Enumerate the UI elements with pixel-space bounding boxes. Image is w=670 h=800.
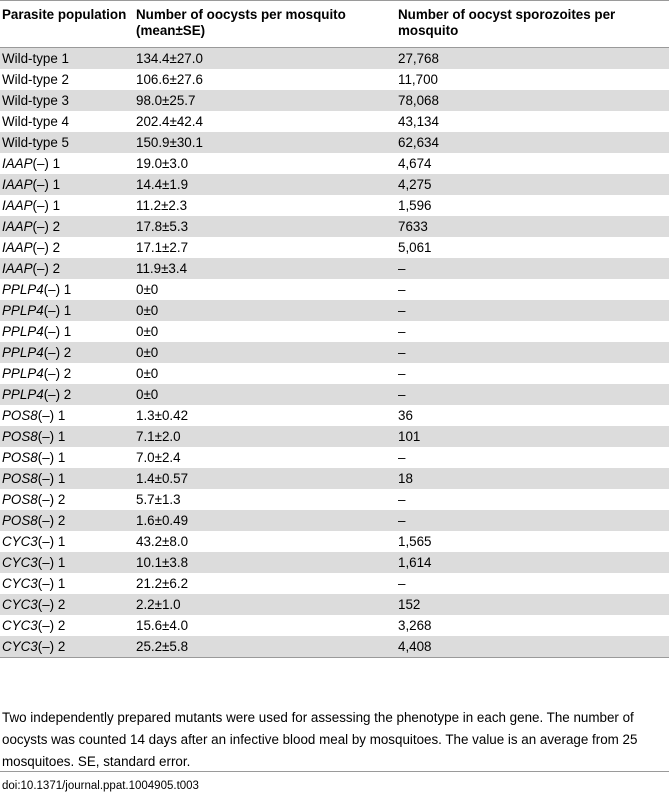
table-row [0, 258, 669, 279]
cell-sporozoites: – [398, 450, 406, 465]
cell-oocysts: 7.0±2.4 [136, 450, 181, 465]
cell-parasite-population [0, 552, 134, 573]
cell-oocysts: 0±0 [134, 384, 396, 405]
table-row [0, 552, 669, 573]
table-footnote: Two independently prepared mutants were used for assessing the phenotype in each gene. The number of oocysts was counted 14 days after an infective blood meal by mosquitoes. The value is an average from 25 mosquitoes. SE, standard error. [2, 710, 638, 769]
cell-sporozoites: 1,596 [398, 198, 432, 213]
cell-parasite-population [0, 153, 134, 174]
cell-sporozoites: 5,061 [398, 240, 432, 255]
population-label: (–) 2 [37, 618, 66, 633]
table-row [0, 615, 669, 636]
population-label: (–) 2 [32, 219, 61, 234]
population-label: (–) 1 [37, 471, 66, 486]
gene-name: IAAP [2, 219, 33, 234]
gene-name: PPLP4 [2, 387, 44, 402]
gene-name: PPLP4 [2, 366, 44, 381]
table-row [0, 447, 669, 468]
cell-parasite-population [0, 531, 134, 552]
population-label: (–) 1 [37, 555, 66, 570]
cell-parasite-population [0, 468, 134, 489]
cell-sporozoites: – [398, 366, 406, 381]
gene-name: CYC3 [2, 618, 38, 633]
population-label: (–) 1 [37, 576, 66, 591]
gene-name: POS8 [2, 471, 38, 486]
cell-parasite-population [0, 258, 134, 279]
gene-name: IAAP [2, 177, 33, 192]
table-body [0, 48, 669, 658]
cell-oocysts: 5.7±1.3 [136, 492, 181, 507]
table-row [0, 90, 669, 111]
cell-oocysts: 1.6±0.49 [134, 510, 396, 531]
cell-sporozoites: 1,614 [396, 552, 669, 573]
cell-oocysts: 134.4±27.0 [134, 48, 396, 70]
cell-oocysts: 1.4±0.57 [134, 468, 396, 489]
cell-sporozoites: – [398, 492, 406, 507]
table-row [0, 405, 669, 426]
table-row [0, 510, 669, 531]
table-header-row [0, 1, 669, 48]
cell-parasite-population [0, 48, 134, 70]
header-oocysts-per-mosquito: Number of oocysts per mosquito (mean±SE) [134, 1, 396, 48]
cell-oocysts: 10.1±3.8 [134, 552, 396, 573]
gene-name: POS8 [2, 492, 38, 507]
cell-sporozoites: 36 [398, 408, 413, 423]
cell-sporozoites: 43,134 [398, 114, 439, 129]
cell-oocysts: 21.2±6.2 [136, 576, 189, 591]
population-label: (–) 1 [37, 534, 66, 549]
cell-parasite-population [0, 594, 134, 615]
table-row [0, 426, 669, 447]
cell-parasite-population [0, 615, 134, 636]
population-label: (–) 2 [37, 597, 66, 612]
gene-name: PPLP4 [2, 282, 44, 297]
table-row [0, 384, 669, 405]
table-row [0, 279, 669, 300]
population-label: (–) 1 [43, 282, 72, 297]
gene-name: POS8 [2, 408, 38, 423]
cell-oocysts: 202.4±42.4 [136, 114, 203, 129]
table-row [0, 342, 669, 363]
table-row [0, 363, 669, 384]
cell-oocysts: 0±0 [136, 324, 159, 339]
doi-reference: doi:10.1371/journal.ppat.1004905.t003 [2, 780, 199, 792]
population-label: (–) 2 [43, 366, 72, 381]
cell-oocysts: 11.2±2.3 [136, 198, 188, 213]
gene-name: CYC3 [2, 576, 38, 591]
population-label: (–) 1 [37, 408, 66, 423]
cell-parasite-population [0, 510, 134, 531]
table-row [0, 321, 669, 342]
cell-parasite-population [0, 426, 134, 447]
cell-sporozoites: – [396, 258, 669, 279]
cell-sporozoites: 27,768 [396, 48, 669, 70]
cell-parasite-population [0, 300, 134, 321]
cell-oocysts: 15.6±4.0 [136, 618, 189, 633]
cell-parasite-population [0, 489, 134, 510]
cell-oocysts: 0±0 [136, 282, 159, 297]
population-label: (–) 1 [37, 450, 66, 465]
cell-parasite-population [0, 69, 134, 90]
gene-name: POS8 [2, 429, 38, 444]
cell-oocysts: 11.9±3.4 [134, 258, 396, 279]
cell-sporozoites: 4,275 [396, 174, 669, 195]
population-label: (–) 2 [37, 513, 66, 528]
population-label: (–) 1 [37, 429, 66, 444]
table-row [0, 48, 669, 70]
cell-parasite-population [0, 216, 134, 237]
cell-sporozoites: 7633 [396, 216, 669, 237]
cell-oocysts: 98.0±25.7 [134, 90, 396, 111]
doi-divider [0, 771, 669, 772]
gene-name: PPLP4 [2, 345, 44, 360]
cell-sporozoites: 3,268 [398, 618, 432, 633]
cell-parasite-population [0, 384, 134, 405]
cell-oocysts: 17.8±5.3 [134, 216, 396, 237]
cell-sporozoites: – [396, 384, 669, 405]
cell-parasite-population [0, 573, 134, 594]
gene-name: IAAP [2, 198, 33, 213]
table-row [0, 573, 669, 594]
table-row [0, 69, 669, 90]
table-row [0, 216, 669, 237]
table-row [0, 594, 669, 615]
gene-name: PPLP4 [2, 303, 44, 318]
population-label: (–) 2 [43, 345, 72, 360]
cell-sporozoites: – [396, 510, 669, 531]
cell-oocysts: 150.9±30.1 [134, 132, 396, 153]
cell-oocysts: 2.2±1.0 [134, 594, 396, 615]
cell-oocysts: 0±0 [134, 300, 396, 321]
population-label: (–) 1 [32, 156, 61, 171]
cell-sporozoites: 18 [396, 468, 669, 489]
table-row [0, 468, 669, 489]
population-label: (–) 2 [37, 639, 66, 654]
header-parasite-population: Parasite population [0, 1, 134, 48]
cell-oocysts: 106.6±27.6 [136, 72, 203, 87]
cell-sporozoites: 62,634 [396, 132, 669, 153]
cell-sporozoites: – [398, 576, 406, 591]
gene-name: POS8 [2, 450, 38, 465]
population-label: Wild-type 2 [2, 72, 69, 87]
population-label: Wild-type 4 [2, 114, 69, 129]
population-label: (–) 2 [43, 387, 72, 402]
table-row [0, 531, 669, 552]
cell-oocysts: 25.2±5.8 [134, 636, 396, 658]
cell-oocysts: 17.1±2.7 [136, 240, 189, 255]
table-row [0, 153, 669, 174]
population-label: (–) 1 [43, 324, 72, 339]
cell-parasite-population [0, 132, 134, 153]
cell-oocysts: 0±0 [136, 366, 159, 381]
gene-name: PPLP4 [2, 324, 44, 339]
cell-parasite-population [0, 447, 134, 468]
cell-parasite-population [0, 174, 134, 195]
cell-oocysts: 1.3±0.42 [136, 408, 189, 423]
table-row [0, 195, 669, 216]
gene-name: IAAP [2, 156, 33, 171]
table-row [0, 174, 669, 195]
cell-parasite-population [0, 363, 134, 384]
cell-oocysts: 7.1±2.0 [134, 426, 396, 447]
cell-parasite-population [0, 279, 134, 300]
cell-oocysts: 14.4±1.9 [134, 174, 396, 195]
cell-sporozoites: 78,068 [396, 90, 669, 111]
table-row [0, 132, 669, 153]
population-label: (–) 2 [32, 240, 61, 255]
cell-sporozoites: – [396, 342, 669, 363]
table-row [0, 237, 669, 258]
cell-sporozoites: 101 [396, 426, 669, 447]
cell-sporozoites: 152 [396, 594, 669, 615]
cell-oocysts: 0±0 [134, 342, 396, 363]
cell-parasite-population [0, 342, 134, 363]
gene-name: POS8 [2, 513, 38, 528]
table-row [0, 489, 669, 510]
gene-name: CYC3 [2, 639, 38, 654]
cell-sporozoites: 4,408 [396, 636, 669, 658]
cell-oocysts: 43.2±8.0 [136, 534, 189, 549]
cell-sporozoites: – [398, 324, 406, 339]
population-label: (–) 1 [32, 198, 61, 213]
cell-parasite-population [0, 237, 134, 258]
cell-sporozoites: – [398, 282, 406, 297]
cell-parasite-population [0, 405, 134, 426]
gene-name: IAAP [2, 261, 33, 276]
population-label: Wild-type 5 [2, 135, 69, 150]
cell-sporozoites: 11,700 [398, 72, 438, 87]
population-label: (–) 2 [32, 261, 61, 276]
table-row [0, 300, 669, 321]
cell-sporozoites: 1,565 [398, 534, 432, 549]
cell-parasite-population [0, 195, 134, 216]
header-sporozoites-per-mosquito: Number of oocyst sporozoites per mosquito [396, 1, 669, 48]
population-label: Wild-type 3 [2, 93, 69, 108]
population-label: (–) 2 [37, 492, 66, 507]
cell-parasite-population [0, 111, 134, 132]
gene-name: CYC3 [2, 534, 38, 549]
population-label: (–) 1 [43, 303, 72, 318]
gene-name: IAAP [2, 240, 33, 255]
cell-sporozoites: – [396, 300, 669, 321]
cell-parasite-population [0, 321, 134, 342]
cell-parasite-population [0, 90, 134, 111]
table-row [0, 111, 669, 132]
population-label: (–) 1 [32, 177, 61, 192]
cell-sporozoites: 4,674 [398, 156, 432, 171]
gene-name: CYC3 [2, 597, 38, 612]
table-row [0, 636, 669, 658]
gene-name: CYC3 [2, 555, 38, 570]
population-label: Wild-type 1 [2, 51, 69, 66]
cell-oocysts: 19.0±3.0 [136, 156, 189, 171]
cell-parasite-population [0, 636, 134, 658]
